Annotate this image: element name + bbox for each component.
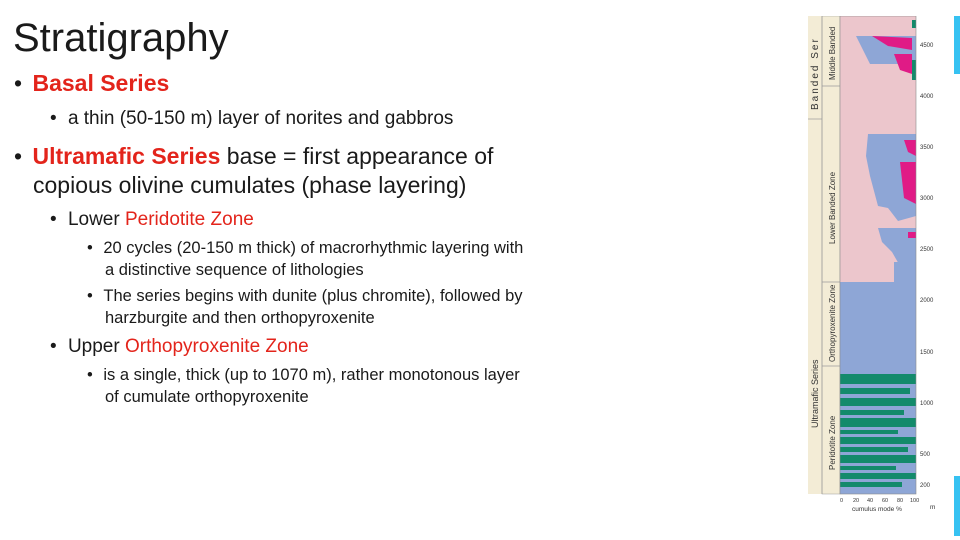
slide-title: Stratigraphy: [13, 16, 229, 60]
depth-tick: 1500: [920, 350, 934, 356]
stratigraphic-column-figure: [808, 16, 960, 526]
upper-item-1: [87, 364, 520, 386]
x-tick: 100: [910, 498, 920, 504]
x-tick: 80: [897, 498, 904, 504]
unit-label: m: [930, 504, 936, 511]
bullet-dot: •: [87, 287, 93, 305]
ultramafic-heading: Ultramafic Series: [32, 143, 221, 169]
x-tick: 60: [882, 498, 889, 504]
green-mark-2: [912, 60, 916, 80]
lower-zone-name: Peridotite Zone: [124, 209, 254, 230]
zone-label-peridotite: Peridotite Zone: [828, 415, 837, 470]
bullet-basal: [14, 70, 169, 97]
upper-zone-prefix: Upper: [67, 336, 125, 357]
depth-tick: 500: [920, 452, 931, 458]
x-axis: [840, 498, 935, 513]
blue-band-lower: [894, 262, 916, 282]
bullet-ultramafic: [14, 143, 634, 170]
lower-item-1: [87, 237, 523, 259]
x-tick: 0: [840, 498, 844, 504]
accent-bar-top: [954, 16, 960, 74]
depth-tick: 3500: [920, 145, 934, 151]
x-tick: 20: [853, 498, 860, 504]
series-label-ultramafic: Ultramafic Series: [810, 359, 820, 428]
magenta-layer-5: [908, 232, 916, 238]
lower-item-2-line2: harzburgite and then orthopyroxenite: [105, 309, 375, 327]
bullet-dot: •: [50, 336, 57, 357]
lower-zone-prefix: Lower: [67, 209, 125, 230]
stratigraphic-column-svg: [808, 16, 960, 526]
basal-sub-text: a thin (50-150 m) layer of norites and gabbros: [67, 108, 454, 129]
upper-zone-name: Orthopyroxenite Zone: [124, 336, 309, 357]
lower-item-2-line1: The series begins with dunite (plus chromite), followed by: [103, 287, 523, 305]
zone-label-lower-banded: Lower Banded Zone: [828, 171, 837, 244]
bullet-dot: •: [50, 209, 57, 230]
series-label-banded: Banded Ser: [810, 37, 821, 110]
depth-axis: [920, 43, 934, 489]
bullet-dot: •: [14, 143, 23, 169]
bullet-dot: •: [87, 239, 93, 257]
lower-item-1-line2: a distinctive sequence of lithologies: [105, 261, 364, 279]
ultramafic-heading-rest: base = first appearance of: [220, 143, 494, 169]
bullet-basal-sub: [50, 107, 453, 130]
bullet-dot: •: [50, 108, 57, 129]
zone-label-orthopyroxenite: Orthopyroxenite Zone: [828, 284, 837, 362]
depth-tick: 3000: [920, 196, 934, 202]
depth-tick: 4000: [920, 94, 934, 100]
x-axis-label: cumulus mode %: [852, 506, 902, 513]
zone-label-middle-banded: Middle Banded: [828, 26, 837, 80]
lower-item-1-line1: 20 cycles (20-150 m thick) of macrorhythmic layering with: [103, 239, 524, 257]
depth-tick: 2500: [920, 247, 934, 253]
bullet-upper-zone: [50, 335, 309, 358]
green-top-mark: [912, 20, 916, 28]
upper-item-1-line2: of cumulate orthopyroxenite: [105, 388, 309, 406]
bullet-dot: •: [87, 366, 93, 384]
accent-bar-bottom: [954, 476, 960, 536]
x-tick: 40: [867, 498, 874, 504]
basal-heading: Basal Series: [32, 70, 170, 96]
depth-tick: 2000: [920, 298, 934, 304]
bullet-lower-zone: [50, 208, 254, 231]
depth-tick: 4500: [920, 43, 934, 49]
depth-tick: 200: [920, 483, 931, 489]
lower-item-2: [87, 285, 523, 307]
bullet-dot: •: [14, 70, 23, 96]
upper-item-1-line1: is a single, thick (up to 1070 m), rather monotonous layer: [103, 366, 520, 384]
depth-tick: 1000: [920, 401, 934, 407]
ultramafic-heading-line2: copious olivine cumulates (phase layering): [33, 172, 467, 198]
